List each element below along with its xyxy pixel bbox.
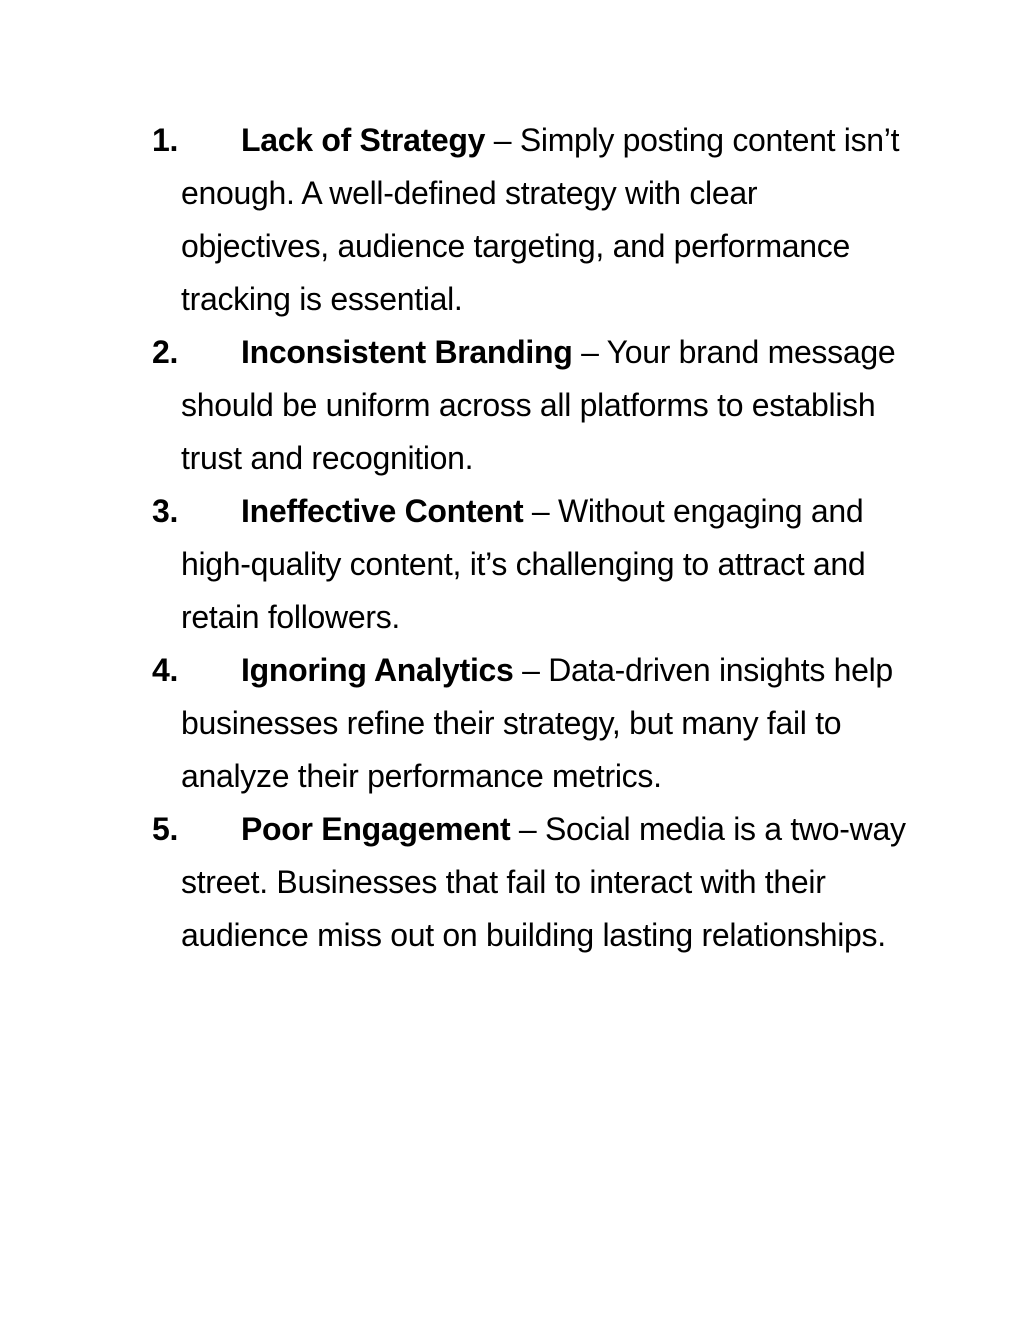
item-description: – Social media is a two-way street. Businesses that fail to interact with their audience miss out on building lasting relationships.: [181, 811, 906, 953]
item-term: Ineffective Content: [241, 493, 524, 529]
item-term: Ignoring Analytics: [241, 652, 514, 688]
list-item: [152, 326, 912, 485]
item-description: – Your brand message should be uniform across all platforms to establish trust and recognition.: [181, 334, 896, 476]
item-term: Lack of Strategy: [241, 122, 486, 158]
list-number: 4.: [152, 652, 179, 688]
item-term: Poor Engagement: [241, 811, 511, 847]
numbered-list: [152, 114, 912, 962]
item-description: – Data-driven insights help businesses refine their strategy, but many fail to analyze their performance metrics.: [181, 652, 893, 794]
list-number: 3.: [152, 493, 179, 529]
list-number: 1.: [152, 122, 179, 158]
list-item: [152, 485, 912, 644]
list-item: [152, 803, 912, 962]
list-number: 5.: [152, 811, 179, 847]
list-item: [152, 114, 912, 326]
list-number: 2.: [152, 334, 179, 370]
list-item: [152, 644, 912, 803]
item-description: – Simply posting content isn’t enough. A well-defined strategy with clear objectives, audience targeting, and performance tracking is essential.: [181, 122, 900, 317]
item-description: – Without engaging and high-quality content, it’s challenging to attract and retain followers.: [181, 493, 866, 635]
item-term: Inconsistent Branding: [241, 334, 573, 370]
